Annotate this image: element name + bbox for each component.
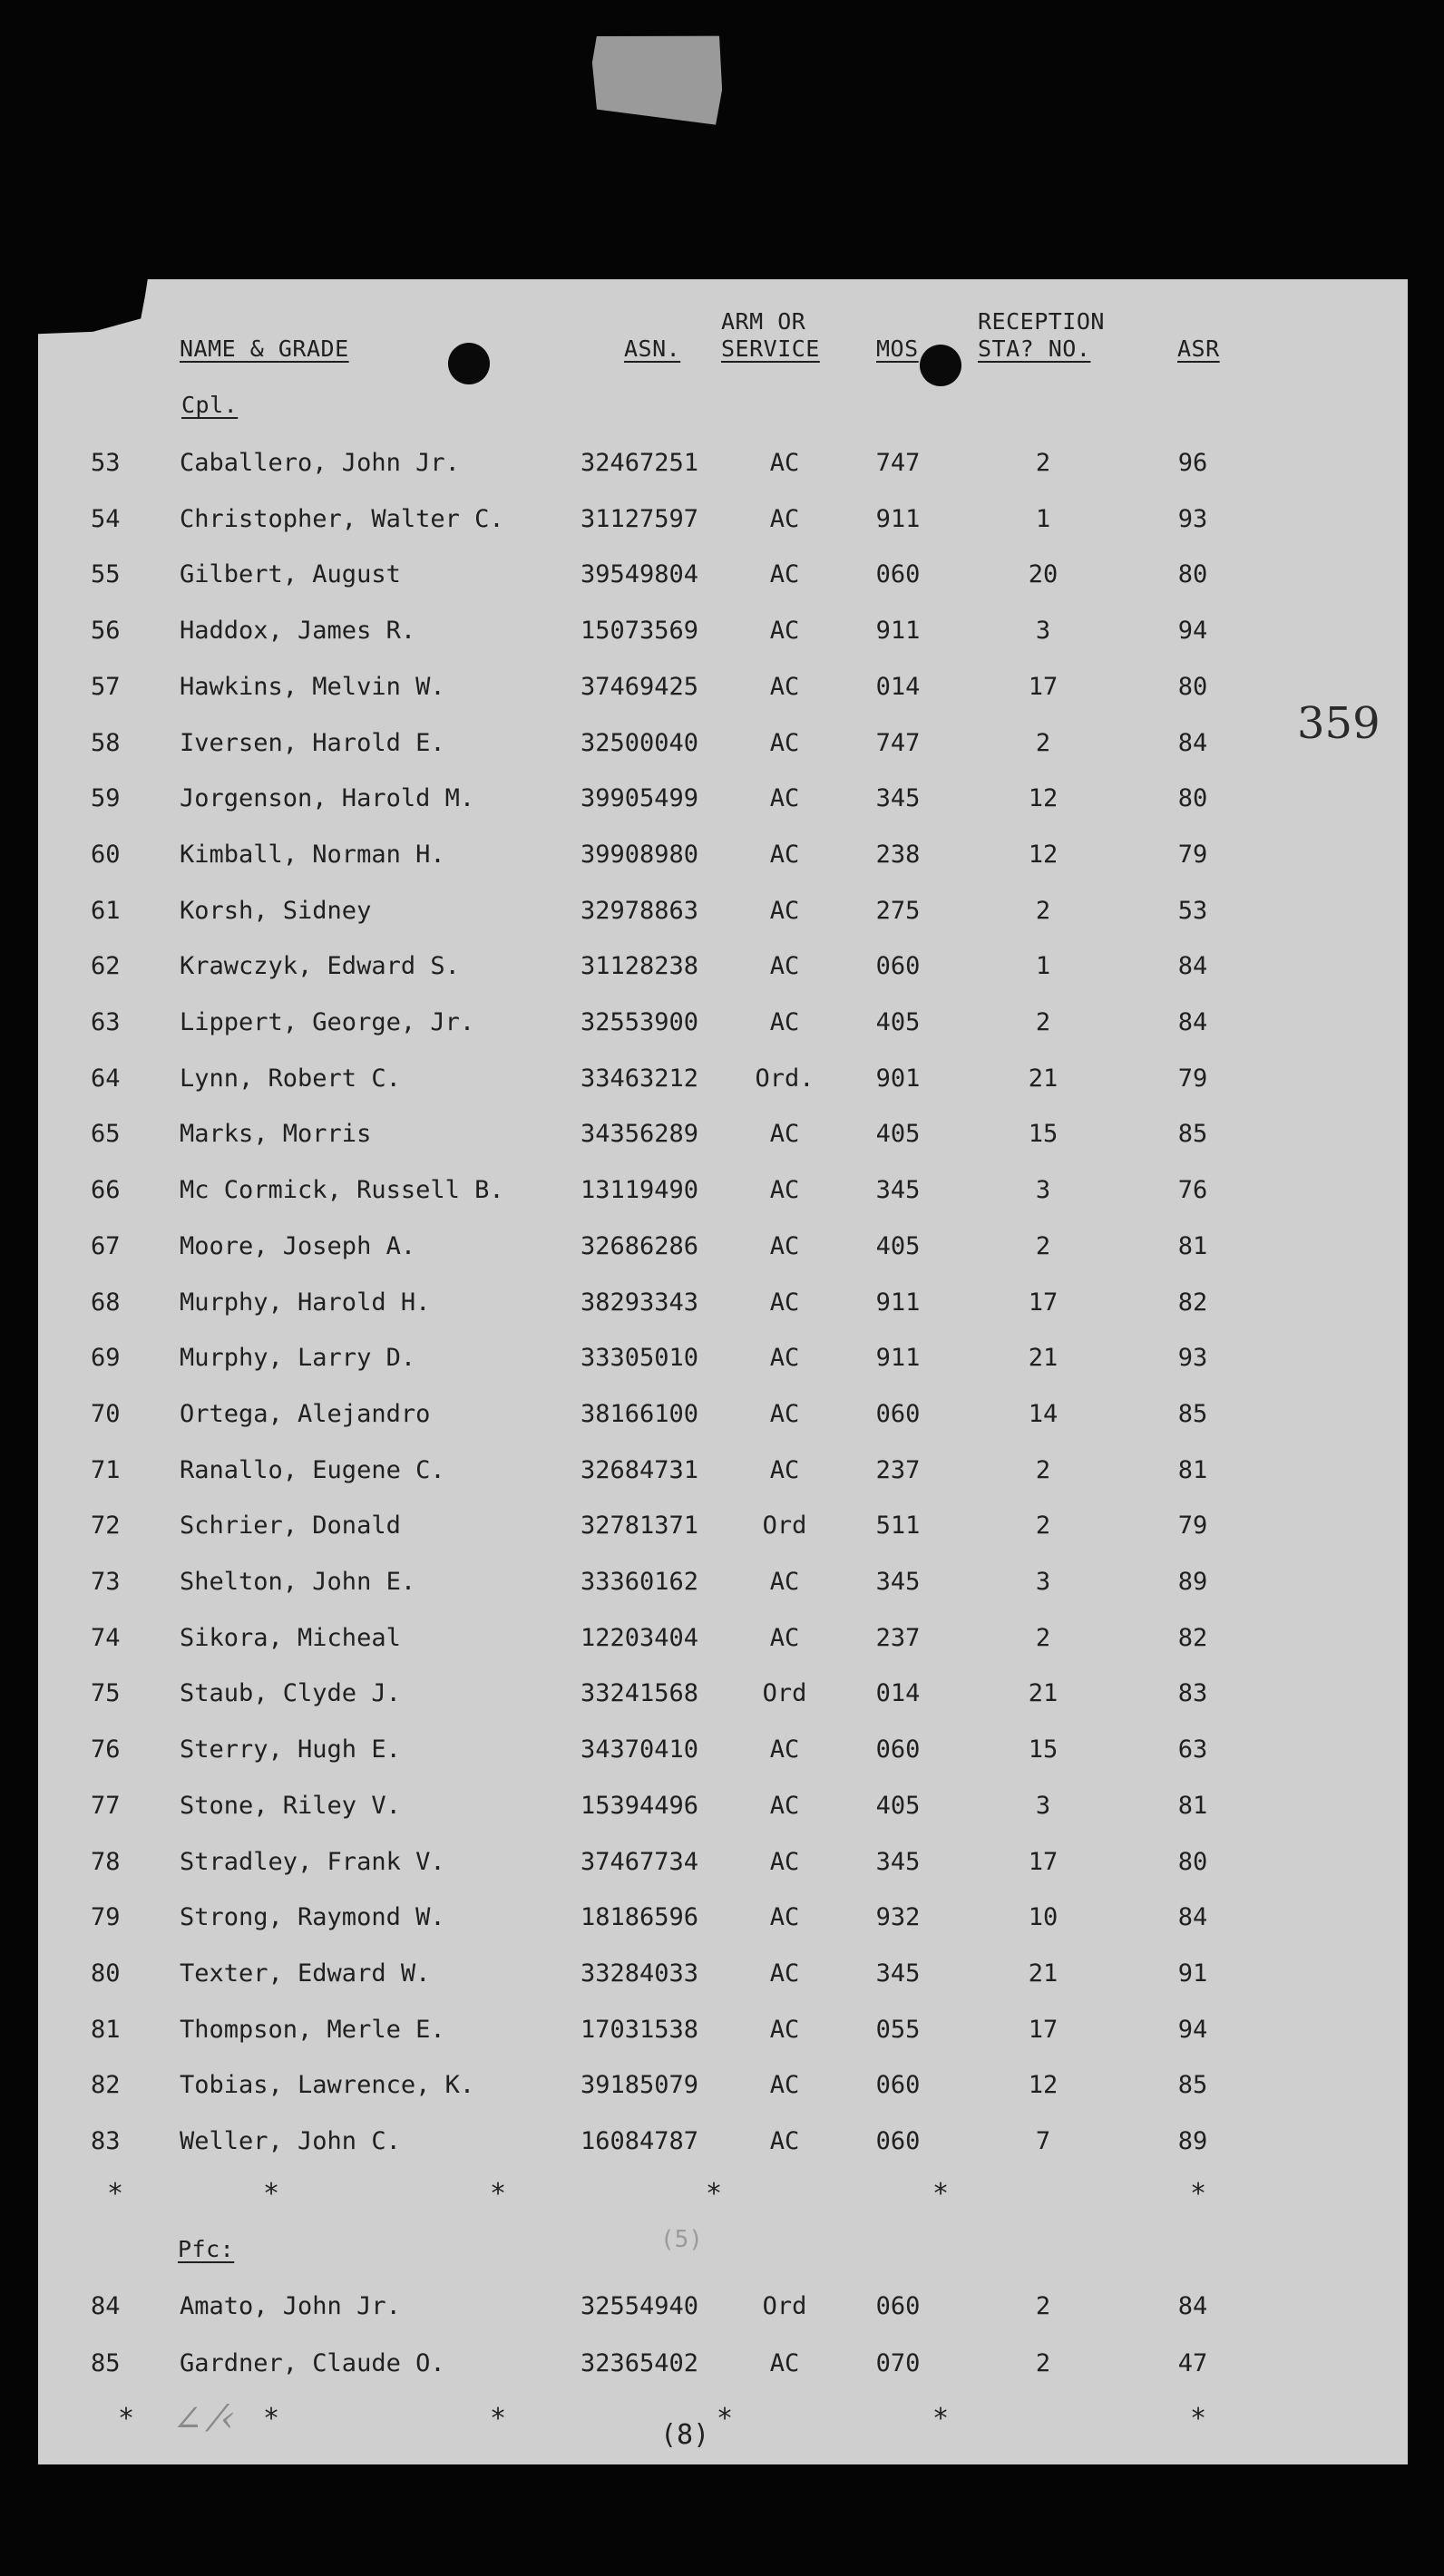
arm-service-cell: AC — [769, 1959, 800, 1988]
mos-cell: 911 — [875, 617, 921, 646]
asr-cell: 81 — [1177, 1791, 1208, 1820]
reception-station-cell: 15 — [1028, 1120, 1059, 1149]
reception-station-cell: 20 — [1028, 560, 1059, 589]
name-cell: Ranallo, Eugene C. — [180, 1455, 445, 1484]
asn-cell: 38166100 — [580, 1399, 699, 1428]
row-number: 83 — [91, 2127, 121, 2155]
row-number: 75 — [91, 1679, 121, 1708]
name-cell: Mc Cormick, Russell B. — [180, 1176, 504, 1205]
row-number: 67 — [91, 1231, 121, 1260]
reception-station-cell: 2 — [1035, 1512, 1051, 1541]
asn-cell: 37467734 — [580, 1847, 699, 1876]
name-cell: Stone, Riley V. — [180, 1791, 401, 1820]
asn-cell: 32500040 — [580, 728, 699, 757]
asn-cell: 33360162 — [580, 1568, 699, 1596]
asn-cell: 32467251 — [580, 449, 699, 477]
asterisk-mark: * — [932, 2178, 950, 2210]
asr-cell: 81 — [1177, 1455, 1208, 1484]
name-cell: Iversen, Harold E. — [180, 728, 445, 757]
arm-service-cell: AC — [769, 1399, 800, 1428]
reception-station-cell: 2 — [1035, 1231, 1051, 1260]
row-number: 82 — [91, 2071, 121, 2100]
reception-station-cell: 12 — [1028, 784, 1059, 813]
arm-service-cell: AC — [769, 1008, 800, 1036]
table-row — [0, 784, 1444, 821]
row-number: 71 — [91, 1455, 121, 1484]
mos-cell: 060 — [875, 1735, 921, 1764]
asr-cell: 81 — [1177, 1231, 1208, 1260]
asr-cell: 94 — [1177, 2015, 1208, 2044]
table-row — [0, 1512, 1444, 1548]
pencil-scribble: ∠ ⁄‹ — [172, 2398, 235, 2440]
name-cell: Shelton, John E. — [180, 1568, 416, 1596]
mos-cell: 405 — [875, 1791, 921, 1820]
page-number-stamp: 359 — [1297, 698, 1381, 749]
asn-cell: 32686286 — [580, 1231, 699, 1260]
arm-service-cell: AC — [769, 784, 800, 813]
asterisk-mark: * — [706, 2178, 723, 2210]
mos-cell: 014 — [875, 1679, 921, 1708]
name-cell: Murphy, Harold H. — [180, 1288, 431, 1317]
name-cell: Korsh, Sidney — [180, 896, 372, 925]
row-number: 73 — [91, 1568, 121, 1596]
reception-station-cell: 17 — [1028, 672, 1059, 701]
table-row — [0, 1288, 1444, 1325]
row-number: 76 — [91, 1735, 121, 1764]
name-cell: Staub, Clyde J. — [180, 1679, 401, 1708]
row-number: 79 — [91, 1903, 121, 1932]
name-cell: Gilbert, August — [180, 560, 401, 589]
name-cell: Christopher, Walter C. — [180, 504, 504, 533]
arm-service-cell: AC — [769, 2071, 800, 2100]
row-number: 66 — [91, 1176, 121, 1205]
table-row — [0, 2127, 1444, 2163]
table-row — [0, 1176, 1444, 1212]
name-cell: Krawczyk, Edward S. — [180, 952, 460, 981]
row-number: 69 — [91, 1344, 121, 1373]
name-cell: Tobias, Lawrence, K. — [180, 2071, 475, 2100]
row-number: 63 — [91, 1008, 121, 1036]
reception-station-cell: 15 — [1028, 1735, 1059, 1764]
asn-cell: 39185079 — [580, 2071, 699, 2100]
arm-service-cell: AC — [769, 1455, 800, 1484]
table-row — [0, 2292, 1444, 2328]
header-reception-bottom: STA? NO. — [978, 335, 1091, 362]
asterisk-mark: * — [490, 2403, 507, 2435]
table-row — [0, 505, 1444, 541]
header-mos: MOS — [876, 335, 919, 362]
reception-station-cell: 2 — [1035, 1623, 1051, 1652]
table-row — [0, 1400, 1444, 1436]
row-number: 54 — [91, 504, 121, 533]
arm-service-cell: AC — [769, 2349, 800, 2377]
asn-cell: 37469425 — [580, 672, 699, 701]
arm-service-cell: AC — [769, 449, 800, 477]
mos-cell: 911 — [875, 1344, 921, 1373]
asr-cell: 82 — [1177, 1623, 1208, 1652]
asr-cell: 79 — [1177, 1064, 1208, 1093]
mos-cell: 060 — [875, 2127, 921, 2155]
table-row — [0, 1120, 1444, 1156]
reception-station-cell: 2 — [1035, 1008, 1051, 1036]
name-cell: Amato, John Jr. — [180, 2292, 401, 2320]
table-row — [0, 1848, 1444, 1884]
asn-cell: 32684731 — [580, 1455, 699, 1484]
reception-station-cell: 14 — [1028, 1399, 1059, 1428]
reception-station-cell: 2 — [1035, 2292, 1051, 2320]
table-row — [0, 897, 1444, 933]
asr-cell: 94 — [1177, 617, 1208, 646]
mos-cell: 345 — [875, 1847, 921, 1876]
reception-station-cell: 17 — [1028, 1847, 1059, 1876]
row-number: 61 — [91, 896, 121, 925]
asr-cell: 85 — [1177, 1120, 1208, 1149]
name-cell: Texter, Edward W. — [180, 1959, 431, 1988]
mos-cell: 055 — [875, 2015, 921, 2044]
asn-cell: 39908980 — [580, 840, 699, 869]
asn-cell: 31128238 — [580, 952, 699, 981]
header-asr: ASR — [1177, 335, 1220, 362]
header-reception-top: RECEPTION — [978, 308, 1105, 335]
asn-cell: 31127597 — [580, 504, 699, 533]
arm-service-cell: AC — [769, 1791, 800, 1820]
asr-cell: 93 — [1177, 1344, 1208, 1373]
asn-cell: 33241568 — [580, 1679, 699, 1708]
reception-station-cell: 21 — [1028, 1344, 1059, 1373]
row-number: 56 — [91, 617, 121, 646]
asn-cell: 15073569 — [580, 617, 699, 646]
asn-cell: 13119490 — [580, 1176, 699, 1205]
mos-cell: 060 — [875, 560, 921, 589]
asterisk-mark: * — [263, 2178, 280, 2210]
asr-cell: 85 — [1177, 1399, 1208, 1428]
name-cell: Moore, Joseph A. — [180, 1231, 416, 1260]
row-number: 64 — [91, 1064, 121, 1093]
mos-cell: 747 — [875, 449, 921, 477]
table-row — [0, 1456, 1444, 1492]
asr-cell: 84 — [1177, 952, 1208, 981]
asr-cell: 84 — [1177, 1903, 1208, 1932]
name-cell: Caballero, John Jr. — [180, 449, 460, 477]
arm-service-cell: AC — [769, 1903, 800, 1932]
asterisk-mark: * — [107, 2178, 124, 2210]
asr-cell: 83 — [1177, 1679, 1208, 1708]
name-cell: Ortega, Alejandro — [180, 1399, 431, 1428]
row-number: 84 — [91, 2292, 121, 2320]
reception-station-cell: 21 — [1028, 1679, 1059, 1708]
name-cell: Lippert, George, Jr. — [180, 1008, 475, 1036]
table-row — [0, 1344, 1444, 1380]
asn-cell: 18186596 — [580, 1903, 699, 1932]
asn-cell: 32553900 — [580, 1008, 699, 1036]
table-row — [0, 1679, 1444, 1716]
mos-cell: 747 — [875, 728, 921, 757]
mos-cell: 237 — [875, 1623, 921, 1652]
grade-heading-cpl: Cpl. — [181, 392, 239, 418]
name-cell: Lynn, Robert C. — [180, 1064, 401, 1093]
arm-service-cell: Ord — [762, 2292, 807, 2320]
header-asn: ASN. — [624, 335, 681, 362]
header-name-grade: NAME & GRADE — [180, 335, 349, 362]
asr-cell: 47 — [1177, 2349, 1208, 2377]
faint-page-mark: (5) — [660, 2226, 703, 2253]
table-row — [0, 560, 1444, 597]
name-cell: Gardner, Claude O. — [180, 2349, 445, 2377]
mos-cell: 345 — [875, 1568, 921, 1596]
arm-service-cell: AC — [769, 1176, 800, 1205]
reception-station-cell: 2 — [1035, 1455, 1051, 1484]
mos-cell: 345 — [875, 1959, 921, 1988]
name-cell: Kimball, Norman H. — [180, 840, 445, 869]
row-number: 55 — [91, 560, 121, 589]
mos-cell: 238 — [875, 840, 921, 869]
asn-cell: 33284033 — [580, 1959, 699, 1988]
row-number: 53 — [91, 449, 121, 477]
table-row — [0, 1568, 1444, 1604]
table-row — [0, 841, 1444, 877]
asr-cell: 89 — [1177, 2127, 1208, 2155]
reception-station-cell: 17 — [1028, 1288, 1059, 1317]
reception-station-cell: 17 — [1028, 2015, 1059, 2044]
name-cell: Haddox, James R. — [180, 617, 416, 646]
arm-service-cell: AC — [769, 1623, 800, 1652]
mos-cell: 060 — [875, 952, 921, 981]
table-row — [0, 673, 1444, 709]
asterisk-mark: * — [118, 2403, 135, 2435]
name-cell: Sterry, Hugh E. — [180, 1735, 401, 1764]
asn-cell: 16084787 — [580, 2127, 699, 2155]
name-cell: Strong, Raymond W. — [180, 1903, 445, 1932]
page-mark: (8) — [660, 2419, 710, 2451]
arm-service-cell: AC — [769, 1344, 800, 1373]
row-number: 78 — [91, 1847, 121, 1876]
reception-station-cell: 2 — [1035, 2349, 1051, 2377]
asn-cell: 33463212 — [580, 1064, 699, 1093]
row-number: 70 — [91, 1399, 121, 1428]
table-row — [0, 2349, 1444, 2386]
row-number: 65 — [91, 1120, 121, 1149]
table-row — [0, 2071, 1444, 2107]
mos-cell: 060 — [875, 1399, 921, 1428]
asn-cell: 34370410 — [580, 1735, 699, 1764]
asr-cell: 96 — [1177, 449, 1208, 477]
table-row — [0, 1959, 1444, 1996]
name-cell: Sikora, Micheal — [180, 1623, 401, 1652]
row-number: 59 — [91, 784, 121, 813]
name-cell: Murphy, Larry D. — [180, 1344, 416, 1373]
punch-hole-right — [920, 345, 961, 386]
punch-hole-left — [448, 343, 490, 384]
reception-station-cell: 3 — [1035, 1791, 1051, 1820]
asr-cell: 53 — [1177, 896, 1208, 925]
arm-service-cell: AC — [769, 504, 800, 533]
table-row — [0, 2016, 1444, 2052]
asn-cell: 12203404 — [580, 1623, 699, 1652]
asn-cell: 32554940 — [580, 2292, 699, 2320]
arm-service-cell: AC — [769, 1847, 800, 1876]
table-row — [0, 1232, 1444, 1269]
asr-cell: 80 — [1177, 560, 1208, 589]
mos-cell: 511 — [875, 1512, 921, 1541]
mos-cell: 405 — [875, 1231, 921, 1260]
table-row — [0, 1735, 1444, 1772]
name-cell: Thompson, Merle E. — [180, 2015, 445, 2044]
arm-service-cell: AC — [769, 840, 800, 869]
asr-cell: 84 — [1177, 1008, 1208, 1036]
asr-cell: 80 — [1177, 672, 1208, 701]
arm-service-cell: AC — [769, 952, 800, 981]
mos-cell: 911 — [875, 1288, 921, 1317]
reception-station-cell: 10 — [1028, 1903, 1059, 1932]
asterisk-mark: * — [1190, 2178, 1207, 2210]
asterisk-mark: * — [1190, 2403, 1207, 2435]
asn-cell: 32978863 — [580, 896, 699, 925]
row-number: 57 — [91, 672, 121, 701]
arm-service-cell: AC — [769, 1231, 800, 1260]
asn-cell: 38293343 — [580, 1288, 699, 1317]
row-number: 80 — [91, 1959, 121, 1988]
asn-cell: 34356289 — [580, 1120, 699, 1149]
reception-station-cell: 3 — [1035, 1176, 1051, 1205]
row-number: 58 — [91, 728, 121, 757]
row-number: 81 — [91, 2015, 121, 2044]
arm-service-cell: AC — [769, 2127, 800, 2155]
row-number: 60 — [91, 840, 121, 869]
mos-cell: 060 — [875, 2292, 921, 2320]
reception-station-cell: 1 — [1035, 952, 1051, 981]
header-arm-top: ARM OR — [721, 308, 806, 335]
mos-cell: 932 — [875, 1903, 921, 1932]
arm-service-cell: AC — [769, 2015, 800, 2044]
mos-cell: 901 — [875, 1064, 921, 1093]
header-arm-bottom: SERVICE — [721, 335, 820, 362]
reception-station-cell: 3 — [1035, 1568, 1051, 1596]
asr-cell: 63 — [1177, 1735, 1208, 1764]
asr-cell: 79 — [1177, 1512, 1208, 1541]
asn-cell: 39549804 — [580, 560, 699, 589]
arm-service-cell: Ord — [762, 1512, 807, 1541]
arm-service-cell: AC — [769, 617, 800, 646]
reception-station-cell: 12 — [1028, 840, 1059, 869]
table-row — [0, 1792, 1444, 1828]
asr-cell: 91 — [1177, 1959, 1208, 1988]
name-cell: Hawkins, Melvin W. — [180, 672, 445, 701]
row-number: 62 — [91, 952, 121, 981]
asr-cell: 80 — [1177, 784, 1208, 813]
arm-service-cell: Ord — [762, 1679, 807, 1708]
reception-station-cell: 7 — [1035, 2127, 1051, 2155]
mos-cell: 405 — [875, 1120, 921, 1149]
asn-cell: 33305010 — [580, 1344, 699, 1373]
asterisk-mark: * — [717, 2403, 734, 2435]
table-row — [0, 729, 1444, 765]
asterisk-mark: * — [490, 2178, 507, 2210]
asr-cell: 76 — [1177, 1176, 1208, 1205]
table-row — [0, 952, 1444, 988]
arm-service-cell: AC — [769, 1120, 800, 1149]
table-row — [0, 1008, 1444, 1045]
asterisk-mark: * — [932, 2403, 950, 2435]
reception-station-cell: 3 — [1035, 617, 1051, 646]
row-number: 74 — [91, 1623, 121, 1652]
arm-service-cell: AC — [769, 1735, 800, 1764]
asr-cell: 89 — [1177, 1568, 1208, 1596]
arm-service-cell: AC — [769, 1568, 800, 1596]
table-row — [0, 449, 1444, 485]
grade-heading-pfc: Pfc: — [178, 2236, 235, 2262]
reception-station-cell: 21 — [1028, 1064, 1059, 1093]
row-number: 77 — [91, 1791, 121, 1820]
asr-cell: 80 — [1177, 1847, 1208, 1876]
asr-cell: 93 — [1177, 504, 1208, 533]
asr-cell: 84 — [1177, 2292, 1208, 2320]
table-row — [0, 1624, 1444, 1660]
asn-cell: 32781371 — [580, 1512, 699, 1541]
arm-service-cell: AC — [769, 560, 800, 589]
asn-cell: 17031538 — [580, 2015, 699, 2044]
reception-station-cell: 2 — [1035, 896, 1051, 925]
mos-cell: 060 — [875, 2071, 921, 2100]
name-cell: Stradley, Frank V. — [180, 1847, 445, 1876]
mos-cell: 070 — [875, 2349, 921, 2377]
name-cell: Jorgenson, Harold M. — [180, 784, 475, 813]
row-number: 72 — [91, 1512, 121, 1541]
arm-service-cell: Ord. — [755, 1064, 815, 1093]
table-row — [0, 1064, 1444, 1101]
row-number: 85 — [91, 2349, 121, 2377]
asn-cell: 32365402 — [580, 2349, 699, 2377]
table-row — [0, 1903, 1444, 1939]
name-cell: Weller, John C. — [180, 2127, 401, 2155]
mos-cell: 345 — [875, 784, 921, 813]
asr-cell: 85 — [1177, 2071, 1208, 2100]
row-number: 68 — [91, 1288, 121, 1317]
asr-cell: 84 — [1177, 728, 1208, 757]
asr-cell: 79 — [1177, 840, 1208, 869]
mos-cell: 237 — [875, 1455, 921, 1484]
paper-tab — [589, 27, 726, 125]
arm-service-cell: AC — [769, 1288, 800, 1317]
reception-station-cell: 12 — [1028, 2071, 1059, 2100]
asn-cell: 39905499 — [580, 784, 699, 813]
asterisk-mark: * — [263, 2403, 280, 2435]
asn-cell: 15394496 — [580, 1791, 699, 1820]
asr-cell: 82 — [1177, 1288, 1208, 1317]
table-row — [0, 617, 1444, 653]
arm-service-cell: AC — [769, 728, 800, 757]
mos-cell: 911 — [875, 504, 921, 533]
reception-station-cell: 2 — [1035, 449, 1051, 477]
name-cell: Schrier, Donald — [180, 1512, 401, 1541]
reception-station-cell: 21 — [1028, 1959, 1059, 1988]
mos-cell: 014 — [875, 672, 921, 701]
mos-cell: 345 — [875, 1176, 921, 1205]
arm-service-cell: AC — [769, 672, 800, 701]
mos-cell: 405 — [875, 1008, 921, 1036]
arm-service-cell: AC — [769, 896, 800, 925]
reception-station-cell: 2 — [1035, 728, 1051, 757]
reception-station-cell: 1 — [1035, 504, 1051, 533]
mos-cell: 275 — [875, 896, 921, 925]
name-cell: Marks, Morris — [180, 1120, 372, 1149]
